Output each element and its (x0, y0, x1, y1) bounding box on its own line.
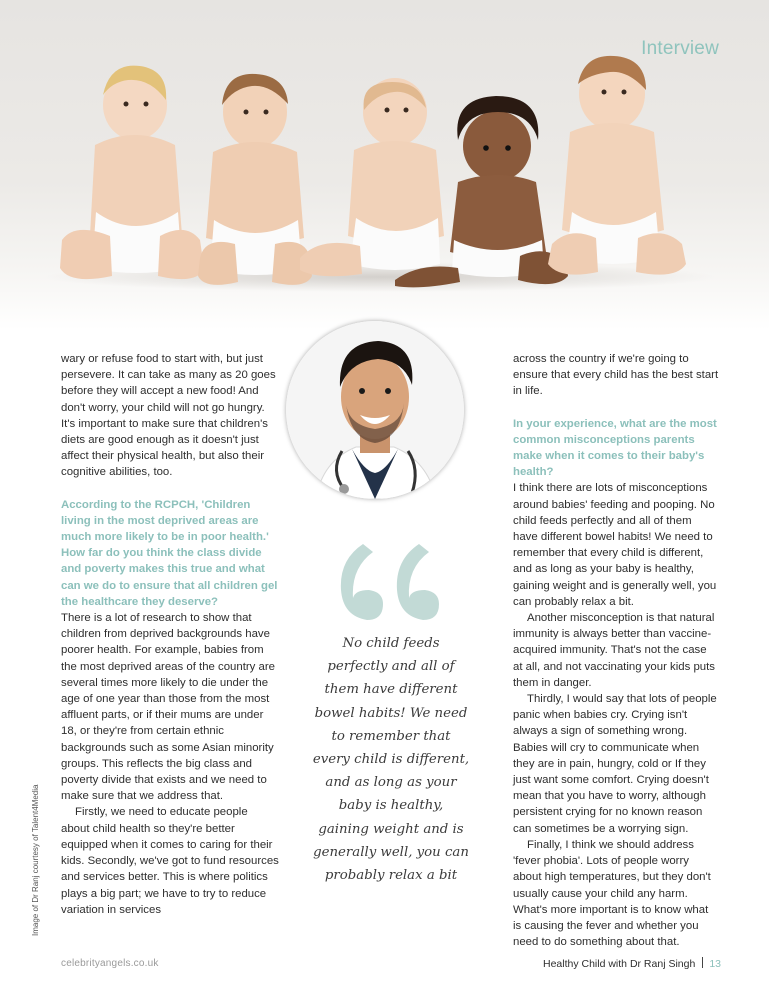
interview-question: According to the RCPCH, 'Children living in the most deprived areas are much more likely to be in poor health.' How far do you think the class divide and poverty makes this true and what can we do to ensure that all children gel the healthcare they deserve? (61, 498, 278, 608)
doctor-portrait (286, 321, 464, 499)
photo-credit: Image of Dr Ranj courtesy of Talent4Media (31, 784, 40, 936)
paragraph: Another misconception is that natural immunity is always better than vaccine-acquired immunity. That's not the case at all, and not vaccinating your kids puts them in danger. (513, 612, 715, 689)
hero-photo (0, 0, 769, 330)
quote-mark-icon (333, 538, 445, 628)
footer-title-block (543, 957, 721, 970)
left-column (61, 351, 279, 918)
paragraph: Firstly, we need to educate people about child health so they're better equipped when it comes to caring for their kids. Secondly, we've got to fund resources and services better. This is where politics plays a big part; we have to try to reduce variation in services (61, 806, 279, 916)
footer-title: Healthy Child with Dr Ranj Singh (542, 958, 696, 970)
interview-question: In your experience, what are the most common misconceptions parents make when it comes to their baby's health? (513, 417, 717, 479)
right-column (513, 351, 719, 950)
paragraph: Thirdly, I would say that lots of people panic when babies cry. Crying isn't always a sign of something wrong. Babies will cry to communicate when they are in pain, hungry, cold or If they just want some comfort. Crying doesn't mean that you have to worry, although persistent crying for no known reason can sometimes be a worrying sign. (513, 693, 717, 835)
baby-figure (60, 56, 686, 287)
page-number: 13 (709, 958, 721, 970)
paragraph: I think there are lots of misconceptions around babies' feeding and pooping. No child feeds perfectly and all of them have different bowel habits! We need to remember that every child is different, and as long as your baby is healthy, gaining weight and is generally well, you can probably relax a bit. (513, 482, 717, 608)
paragraph: across the country if we're going to ensure that every child has the best start in life. (513, 353, 719, 398)
paragraph: There is a lot of research to show that children from deprived backgrounds have poorer health. For example, babies from the most deprived areas of the country are several times more likely to die under the age of one year than those from the most affluent parts, or if their mums are under 18, or they're from certain ethnic backgrounds such as some Asian minority groups. This reflects the big class and poverty divide that exists and we need to make sure that we address that. (61, 612, 276, 803)
footer-url: celebrityangels.co.uk (61, 958, 159, 969)
section-label: Interview (641, 38, 719, 59)
footer-divider (702, 957, 703, 968)
paragraph: wary or refuse food to start with, but just persevere. It can take as many as 20 goes before they will accept a new food! And don't worry, your child will not go hungry. It's important to make sure that children's diets are good enough as it doesn't just affect their physical health, but also their cognitive abilities, too. (61, 353, 276, 479)
pull-quote: No child feeds perfectly and all of them have different bowel habits! We need to remember that every child is different, and as long as your baby is healthy, gaining weight and is generally well, you can probably relax a bit (312, 636, 470, 884)
paragraph: Finally, I think we should address 'fever phobia'. Lots of people worry about high temperatures, but they don't usually cause your child any harm. What's more important is to know what is causing the fever and whether you need to do something about that. (513, 838, 711, 949)
